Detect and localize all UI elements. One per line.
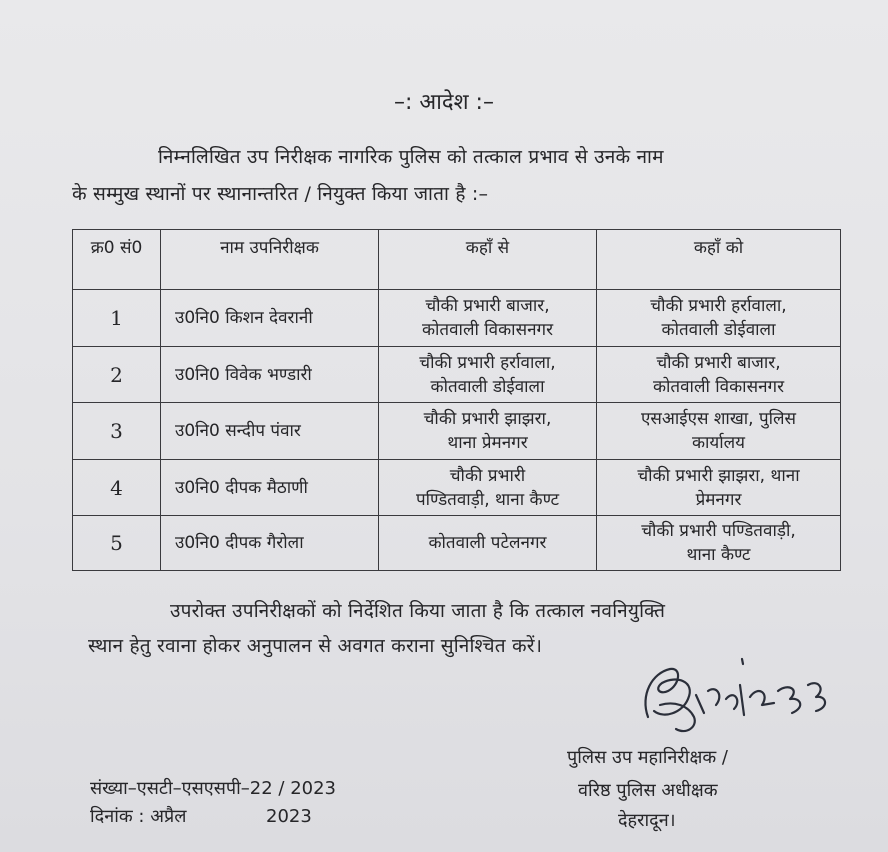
row-officer-name: उ0नि0 दीपक मैठाणी: [161, 460, 379, 516]
row-to-line: कोतवाली डोईवाला: [661, 320, 776, 340]
row-to: [597, 460, 841, 516]
reference-number: संख्या–एसटी–एसएसपी–22 / 2023: [90, 778, 337, 799]
row-from-line: कोतवाली विकासनगर: [421, 320, 554, 340]
table-header-row: [73, 230, 841, 290]
signature-image: [630, 655, 850, 755]
signatory-line-1: पुलिस उप महानिरीक्षक /: [567, 747, 728, 768]
row-to-line: चौकी प्रभारी झाझरा, थाना: [637, 465, 800, 486]
row-from-line: चौकी प्रभारी हर्रावाला,: [419, 352, 556, 373]
row-officer-name: उ0नि0 दीपक गैरोला: [161, 516, 379, 571]
row-from-line: कोतवाली डोईवाला: [430, 376, 545, 397]
intro-line-2: के सम्मुख स्थानों पर स्थानान्तरित / नियुक्त किया जाता है :–: [72, 183, 489, 205]
row-from: [379, 460, 597, 516]
row-serial: 1: [73, 290, 161, 347]
row-serial: 3: [73, 403, 161, 460]
row-officer-name: उ0नि0 विवेक भण्डारी: [161, 347, 379, 403]
table-row: [73, 290, 841, 347]
row-to-line: कोतवाली विकासनगर: [652, 376, 785, 397]
transfer-table: [72, 229, 841, 571]
signatory-line-3: देहरादून।: [618, 810, 676, 831]
order-title: –: आदेश :–: [394, 90, 494, 115]
row-from-line: कोतवाली पटेलनगर: [428, 533, 547, 553]
header-serial: क्र0 सं0: [73, 230, 161, 290]
row-from: [379, 347, 597, 403]
row-to-line: थाना कैण्ट: [686, 545, 751, 565]
row-to-line: प्रेमनगर: [695, 489, 742, 510]
row-to-line: चौकी प्रभारी पण्डितवाड़ी,: [641, 521, 796, 541]
signatory-line-2: वरिष्ठ पुलिस अधीक्षक: [578, 780, 718, 801]
header-from: कहाँ से: [379, 230, 597, 290]
row-serial: 5: [73, 516, 161, 571]
intro-line-1: निम्नलिखित उप निरीक्षक नागरिक पुलिस को तत्काल प्रभाव से उनके नाम: [158, 146, 664, 168]
closing-line-2: स्थान हेतु रवाना होकर अनुपालन से अवगत कराना सुनिश्चित करें।: [88, 635, 543, 657]
row-from-line: थाना प्रेमनगर: [447, 433, 528, 453]
row-to-line: कार्यालय: [691, 433, 746, 453]
header-name: नाम उपनिरीक्षक: [161, 230, 379, 290]
row-from: [379, 403, 597, 460]
row-officer-name: उ0नि0 किशन देवरानी: [161, 290, 379, 347]
row-from-line: चौकी प्रभारी झाझरा,: [423, 409, 552, 429]
row-from: [379, 516, 597, 571]
row-to: [597, 347, 841, 403]
reference-date-label: दिनांक : अप्रैल: [90, 806, 187, 827]
row-serial: 4: [73, 460, 161, 516]
row-to: [597, 516, 841, 571]
row-to: [597, 403, 841, 460]
table-row: [73, 516, 841, 571]
row-to-line: चौकी प्रभारी बाजार,: [656, 352, 781, 373]
row-officer-name: उ0नि0 सन्दीप पंवार: [161, 403, 379, 460]
row-serial: 2: [73, 347, 161, 403]
row-from-line: चौकी प्रभारी: [449, 465, 526, 486]
table-row: [73, 460, 841, 516]
row-to: [597, 290, 841, 347]
table-row: [73, 347, 841, 403]
table-row: [73, 403, 841, 460]
row-from-line: चौकी प्रभारी बाजार,: [425, 296, 550, 316]
row-to-line: एसआईएस शाखा, पुलिस: [640, 409, 797, 429]
row-from: [379, 290, 597, 347]
header-to: कहाँ को: [597, 230, 841, 290]
row-from-line: पण्डितवाड़ी, थाना कैण्ट: [415, 489, 560, 510]
reference-date-year: 2023: [266, 806, 312, 827]
row-to-line: चौकी प्रभारी हर्रावाला,: [650, 296, 787, 316]
closing-line-1: उपरोक्त उपनिरीक्षकों को निर्देशित किया जाता है कि तत्काल नवनियुक्ति: [170, 600, 666, 622]
